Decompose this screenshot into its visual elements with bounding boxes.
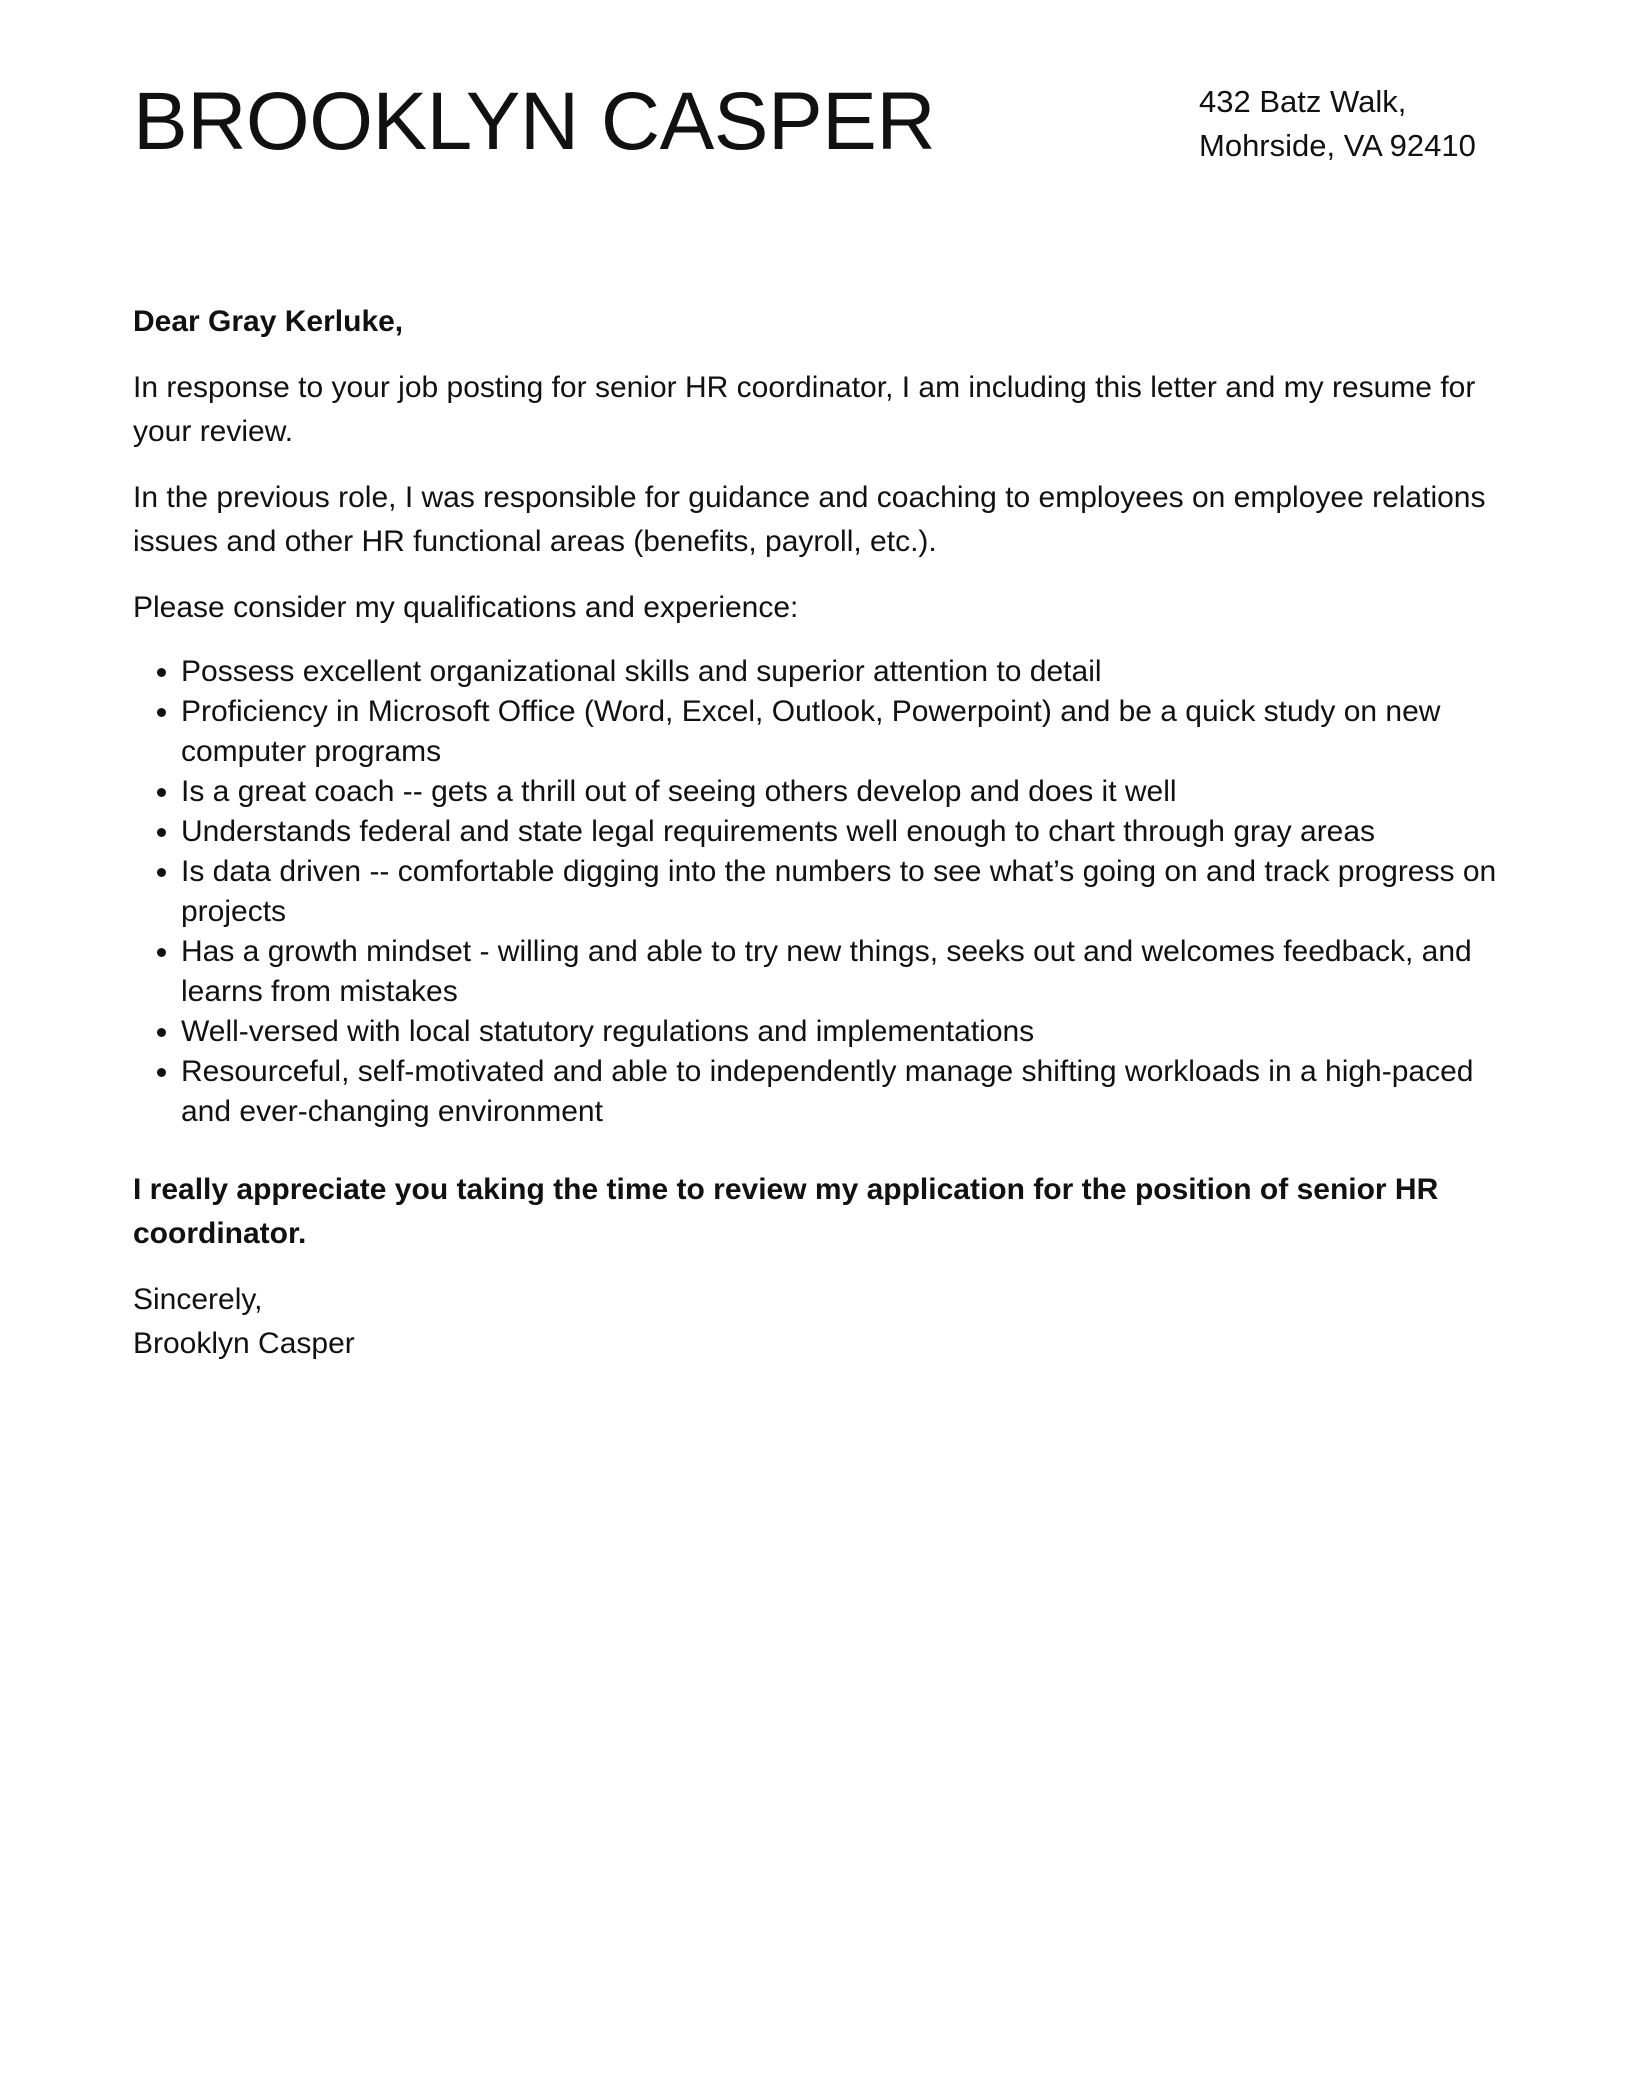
address-line-1: 432 Batz Walk, (1199, 84, 1407, 119)
paragraph-qualifications-intro: Please consider my qualifications and experience: (133, 591, 799, 624)
letter-body (133, 300, 1499, 1366)
applicant-address (1199, 80, 1499, 168)
applicant-name: BROOKLYN CASPER (133, 76, 936, 167)
list-item: • Is data driven -- comfortable digging into the numbers to see what’s going on and track progress on projects (181, 852, 1499, 932)
list-item: • Understands federal and state legal requirements well enough to chart through gray areas (181, 812, 1499, 852)
closing-paragraph: I really appreciate you taking the time to review my application for the position of senior HR coordinator. (133, 1173, 1439, 1250)
list-item: • Proficiency in Microsoft Office (Word, Excel, Outlook, Powerpoint) and be a quick study on new computer programs (181, 692, 1499, 772)
signoff: Sincerely, (133, 1283, 263, 1316)
paragraph-intro: In response to your job posting for senior HR coordinator, I am including this letter and my resume for your review. (133, 371, 1476, 448)
letter-header (133, 72, 1499, 182)
paragraph-previous-role: In the previous role, I was responsible for guidance and coaching to employees on employee relations issues and other HR functional areas (benefits, payroll, etc.). (133, 481, 1486, 558)
list-item: • Resourceful, self-motivated and able to independently manage shifting workloads in a high-paced and ever-changing environment (181, 1052, 1499, 1132)
list-item: • Well-versed with local statutory regulations and implementations (181, 1012, 1499, 1052)
signature-name: Brooklyn Casper (133, 1327, 355, 1360)
list-item: • Has a growth mindset - willing and able to try new things, seeks out and welcomes feedback, and learns from mistakes (181, 932, 1499, 1012)
salutation: Dear Gray Kerluke, (133, 305, 404, 338)
list-item: • Is a great coach -- gets a thrill out of seeing others develop and does it well (181, 772, 1499, 812)
list-item: • Possess excellent organizational skills and superior attention to detail (181, 652, 1499, 692)
address-line-2: Mohrside, VA 92410 (1199, 128, 1476, 163)
qualifications-list (133, 652, 1499, 1132)
